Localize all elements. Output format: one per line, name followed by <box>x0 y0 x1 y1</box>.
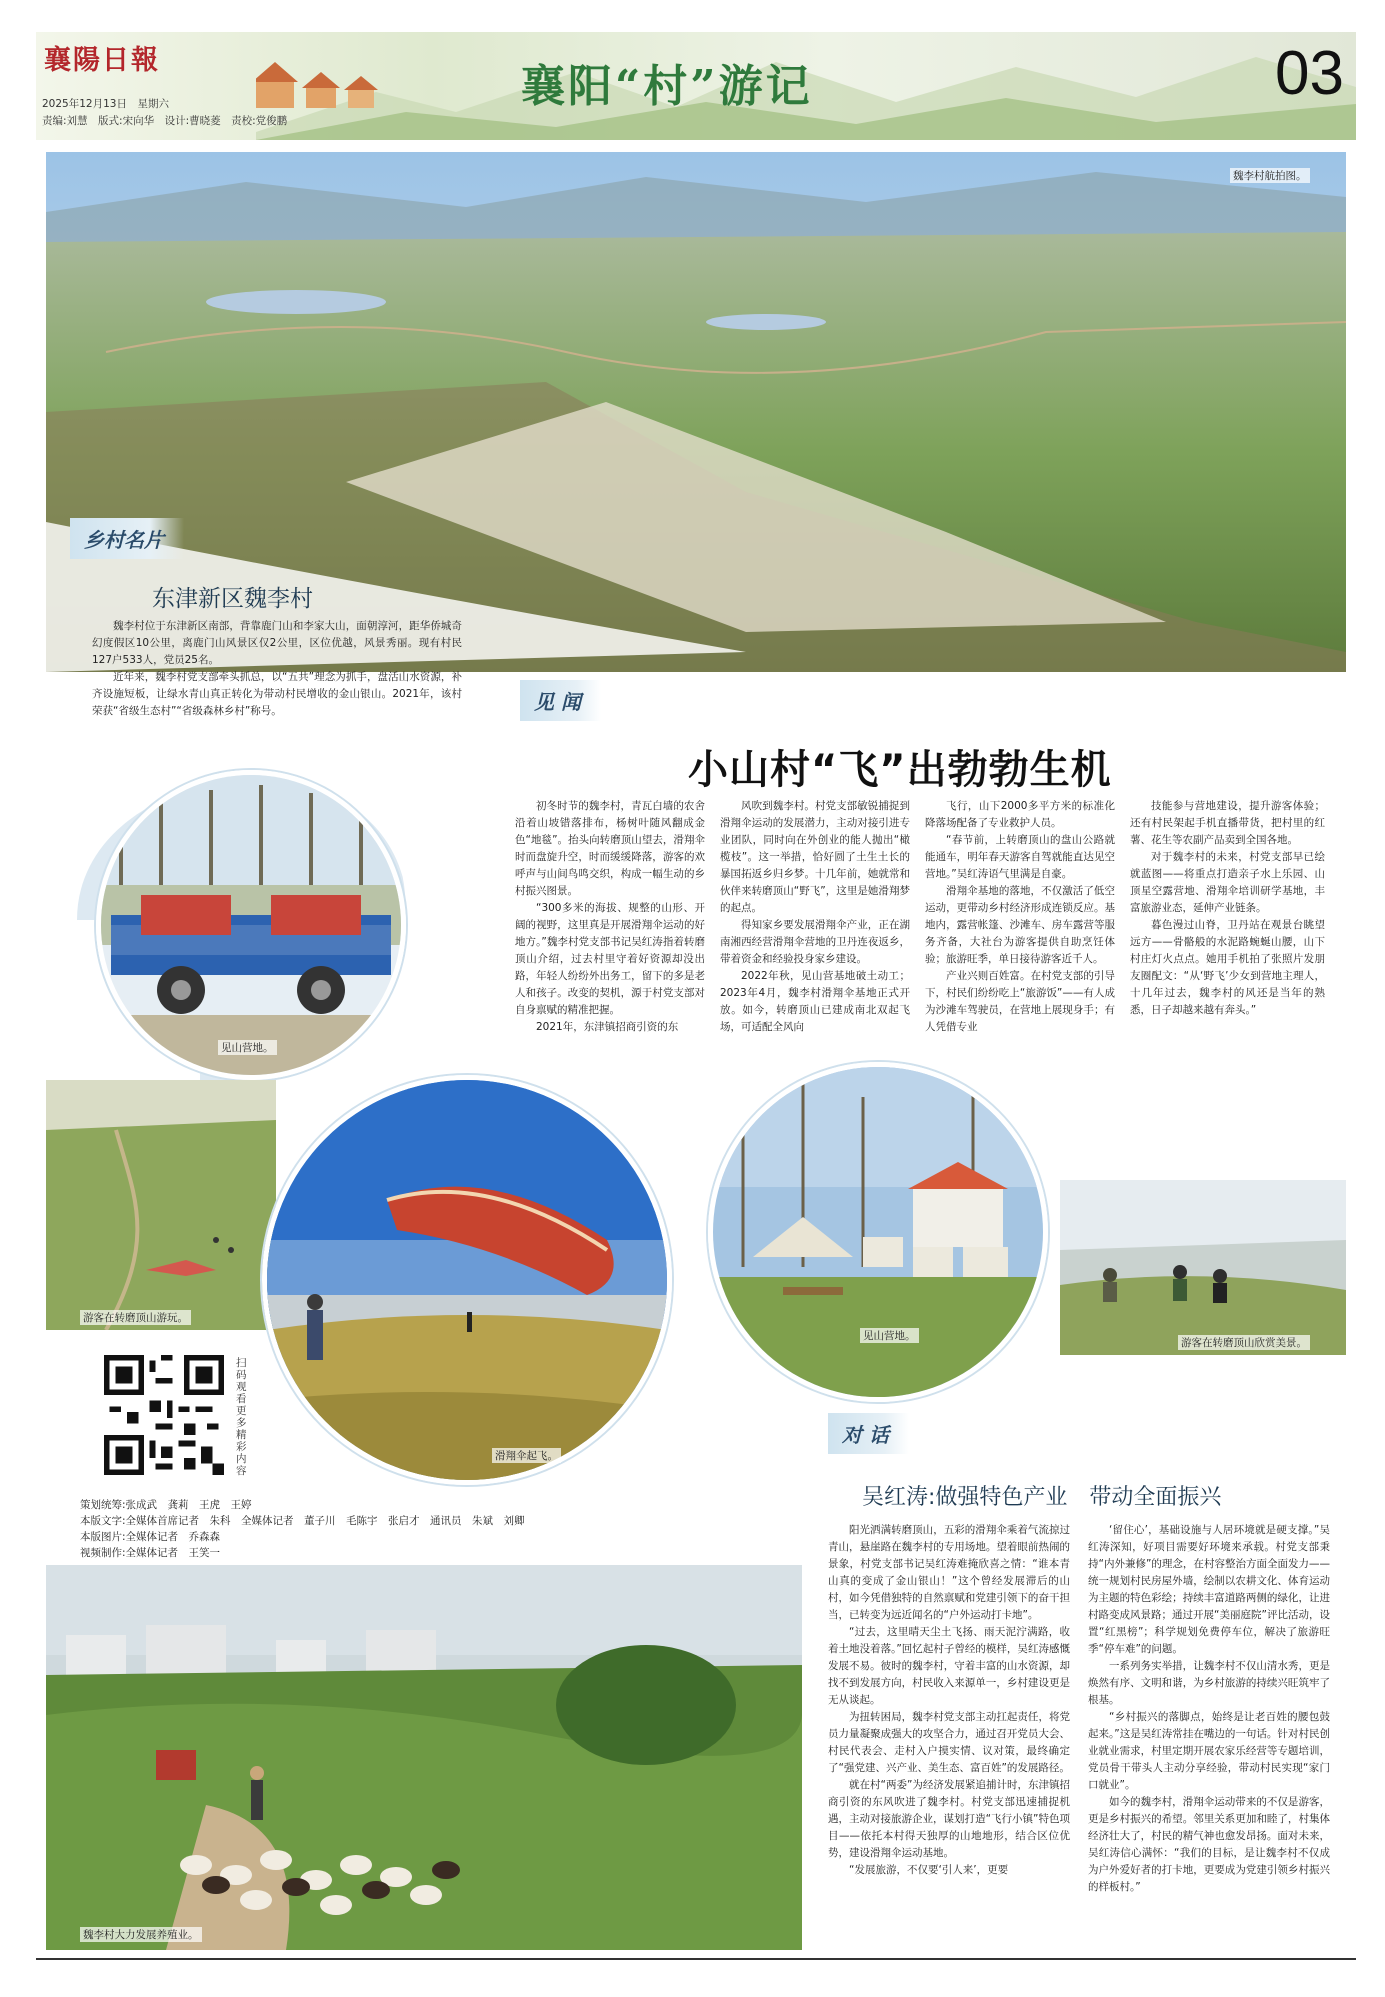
editor-line: 责编:刘慧 版式:宋向华 设计:曹晓菱 责校:党俊鹏 <box>42 115 288 127</box>
camp-tents-photo <box>708 1062 1048 1402</box>
hillside-scenery-photo <box>1060 1180 1346 1355</box>
dialogue-paragraph: 就在村“两委”为经济发展紧追捕计时，东津镇招商引资的东风吹进了魏李村。村党支部迅速捕捉机遇，主动对接旅游企业，谋划打造“飞行小镇”特色项目——依托本村得天独厚的山地地形，结合区位优势，建设滑翔伞运动基地。 <box>828 1779 1070 1859</box>
village-profile-tag: 乡村名片 <box>70 518 184 559</box>
goat-farming-photo <box>46 1565 802 1950</box>
feature-paragraph: 得知家乡要发展滑翔伞产业，正在湖南湘西经营滑翔伞营地的卫丹连夜返乡，带着资金和经验投身家乡建设。 <box>720 919 910 965</box>
feature-tag: 见 闻 <box>520 680 601 721</box>
credits-block <box>80 1497 640 1561</box>
feature-headline: 小山村“飞”出勃勃生机 <box>688 747 1112 793</box>
feature-paragraph: “300多米的海拔、规整的山形、开阔的视野，这里真是开展滑翔伞运动的好地方。”魏李村党支部书记吴红涛指着转磨顶山介绍，过去村里守着好资源却没出路，年轻人纷纷外出务工，留下的多是老人和孩子。改变的契机，源于村党支部对自身禀赋的精准把握。 <box>515 902 705 1016</box>
feature-column-2 <box>720 798 910 1036</box>
dialogue-paragraph: 阳光洒满转磨顶山，五彩的滑翔伞乘着气流掠过青山，悬崖路在魏李村的专用场地。望着眼前热闹的景象，村党支部书记吴红涛难掩欣喜之情：“谁本青山真的变成了金山银山！”这个曾经发展滞后的山村，如今凭借独特的自然禀赋和党建引领下的奋干担当，已转变为远近闻名的“户外运动打卡地”。 <box>828 1524 1070 1621</box>
camp-buggy-photo <box>96 770 406 1080</box>
section-title: 襄阳“村”游记 <box>521 61 813 112</box>
paraglider-caption: 滑翔伞起飞。 <box>492 1448 561 1463</box>
feature-column-3 <box>925 798 1115 1036</box>
profile-paragraph: 近年来，魏李村党支部牵头抓总，以“五共”理念为抓手，盘活山水资源，补齐设施短板，让绿水青山真正转化为带动村民增收的金山银山。2021年，该村荣获“省级生态村”“省级森林乡村”称号。 <box>92 671 462 717</box>
dialogue-column-2 <box>1088 1522 1330 1896</box>
feature-paragraph: 2021年，东津镇招商引资的东 <box>536 1021 679 1033</box>
feature-column-1 <box>515 798 705 1036</box>
village-profile-title: 东津新区魏李村 <box>152 586 313 612</box>
feature-paragraph: “春节前，上转磨顶山的盘山公路就能通车，明年春天游客自驾就能直达见空营地。”吴红涛语气里满是自豪。 <box>925 834 1115 880</box>
dialogue-headline: 吴红涛:做强特色产业 带动全面振兴 <box>862 1485 1222 1510</box>
camp-buggy-caption: 见山营地。 <box>218 1040 277 1055</box>
village-profile-text <box>92 618 462 720</box>
hillside-visitors-photo <box>46 1080 276 1330</box>
hillside-visitors-caption: 游客在转磨顶山游玩。 <box>80 1310 191 1325</box>
dialogue-paragraph: 为扭转困局，魏李村党支部主动扛起责任，将党员力量凝聚成强大的攻坚合力，通过召开党员大会、村民代表会、走村入户摸实情、议对策，最终确定了“强党建、兴产业、美生态、富百姓”的发展路径。 <box>828 1711 1070 1774</box>
feature-paragraph: 2022年秋，见山营基地破土动工；2023年4月，魏李村滑翔伞基地正式开放。如今，转磨顶山已建成南北双起飞场，可适配全风向 <box>720 970 910 1033</box>
dialogue-paragraph: 一系列务实举措，让魏李村不仅山清水秀，更是焕然有序、文明和谐，为乡村旅游的持续兴旺筑牢了根基。 <box>1088 1660 1330 1706</box>
credit-line: 视频制作:全媒体记者 王笑一 <box>80 1547 221 1559</box>
feature-paragraph: 飞行，山下2000多平方米的标准化降落场配备了专业救护人员。 <box>925 800 1115 829</box>
credit-line: 本版文字:全媒体首席记者 朱科 全媒体记者 董子川 毛陈宇 张启才 通讯员 朱斌 刘卿 <box>80 1515 525 1527</box>
dialogue-paragraph: 如今的魏李村，滑翔伞运动带来的不仅是游客，更是乡村振兴的希望。邻里关系更加和睦了，村集体经济壮大了，村民的精气神也愈发昂扬。面对未来，吴红涛信心满怀：“我们的目标，是让魏李村不仅成为户外爱好者的打卡地，更要成为党建引领乡村振兴的样板村。” <box>1088 1796 1330 1893</box>
profile-paragraph: 魏李村位于东津新区南部，背靠鹿门山和李家大山，面朝淳河，距华侨城奇幻度假区10公里，离鹿门山风景区仅2公里，区位优越，风景秀丽。现有村民127户533人，党员25名。 <box>92 620 462 666</box>
feature-column-4 <box>1130 798 1325 1019</box>
dialogue-column-1 <box>828 1522 1070 1879</box>
paraglider-photo <box>262 1075 672 1485</box>
dialogue-paragraph: “发展旅游，不仅要‘引人来’，更要 <box>849 1864 1009 1876</box>
feature-paragraph: 滑翔伞基地的落地，不仅激活了低空运动，更带动乡村经济形成连锁反应。基地内，露营帐篷、沙滩车、房车露营等服务齐备，大社台为游客提供自助烹饪体验；旅游旺季，单日接待游客近千人。 <box>925 885 1115 965</box>
dialogue-paragraph: “过去，这里晴天尘土飞扬、雨天泥泞满路，收着土地没着落。”回忆起村子曾经的模样，吴红涛感慨发展不易。彼时的魏李村，守着丰富的山水资源，却找不到发展方向，村民收入来源单一，乡村建设更是无从谈起。 <box>828 1626 1070 1706</box>
bottom-rule <box>36 1958 1356 1960</box>
aerial-photo-caption: 魏李村航拍图。 <box>1230 168 1310 183</box>
feature-paragraph: 对于魏李村的未来，村党支部早已绘就蓝图——将重点打造亲子水上乐园、山顶星空露营地、滑翔伞培训研学基地，丰富旅游业态，延伸产业链条。 <box>1130 851 1325 914</box>
feature-paragraph: 产业兴则百姓富。在村党支部的引导下，村民们纷纷吃上“旅游饭”——有人成为沙滩车驾驶员，在营地上展现身手；有人凭借专业 <box>925 970 1115 1033</box>
dialogue-paragraph: “乡村振兴的落脚点，始终是让老百姓的腰包鼓起来。”这是吴红涛常挂在嘴边的一句话。针对村民创业就业需求，村里定期开展农家乐经营等专题培训，党员骨干带头人主动分享经验，带动村民实现“家门口就业”。 <box>1088 1711 1330 1791</box>
page-number: 03 <box>1275 39 1344 108</box>
feature-paragraph: 初冬时节的魏李村，青瓦白墙的农舍沿着山坡错落排布，杨树叶随风翻成金色“地毯”。抬头向转磨顶山望去，滑翔伞时而盘旋升空，时而缓缓降落，游客的欢呼声与山间鸟鸣交织，构成一幅生动的乡村振兴图景。 <box>515 800 705 897</box>
feature-paragraph: 技能参与营地建设，提升游客体验；还有村民架起手机直播带货，把村里的红薯、花生等农副产品卖到全国各地。 <box>1130 800 1325 846</box>
dialogue-tag: 对 话 <box>828 1413 909 1454</box>
qr-hint-text: 扫码观看更多精彩内容 <box>236 1357 247 1477</box>
qr-code[interactable] <box>104 1355 224 1475</box>
dialogue-paragraph: ‘留住心’，基础设施与人居环境就是硬支撑。”吴红涛深知，好项目需要好环境来承载。村党支部秉持“内外兼修”的理念，在村容整治方面全面发力——统一规划村民房屋外墙，绘制以农耕文化、体育运动为主题的特色彩绘；持续丰富道路两侧的绿化，让进村路变成风景路；通过开展“美丽庭院”评比活动，设置“红黑榜”；科学规划免费停车位，解决了旅游旺季“停车难”的问题。 <box>1088 1524 1330 1655</box>
feature-paragraph: 风吹到魏李村。村党支部敏锐捕捉到滑翔伞运动的发展潜力，主动对接引进专业团队，同时向在外创业的能人抛出“橄榄枝”。这一举措，恰好圆了土生土长的暴国拓返乡归乡梦。十几年前，她就常和伙伴来转磨顶山“野飞”，这里是她滑翔梦的起点。 <box>720 800 910 914</box>
hillside-scenery-caption: 游客在转磨顶山欣赏美景。 <box>1178 1335 1310 1350</box>
issue-date: 2025年12月13日 星期六 <box>42 98 169 110</box>
masthead <box>36 32 1356 140</box>
credit-line: 本版图片:全媒体记者 乔森森 <box>80 1531 221 1543</box>
credit-line: 策划统筹:张成武 龚莉 王虎 王婷 <box>80 1499 252 1511</box>
camp-tents-caption: 见山营地。 <box>860 1328 919 1343</box>
feature-paragraph: 暮色漫过山脊，卫丹站在观景台眺望远方——骨骼般的水泥路蜿蜒山腰，山下村庄灯火点点。她用手机拍了张照片发朋友圈配文：“从‘野飞’少女到营地主理人，十几年过去，魏李村的风还是当年的熟悉，日子却越来越有奔头。” <box>1130 919 1325 1016</box>
goat-farming-caption: 魏李村大力发展养殖业。 <box>80 1927 202 1942</box>
newspaper-name: 襄陽日報 <box>44 45 160 76</box>
